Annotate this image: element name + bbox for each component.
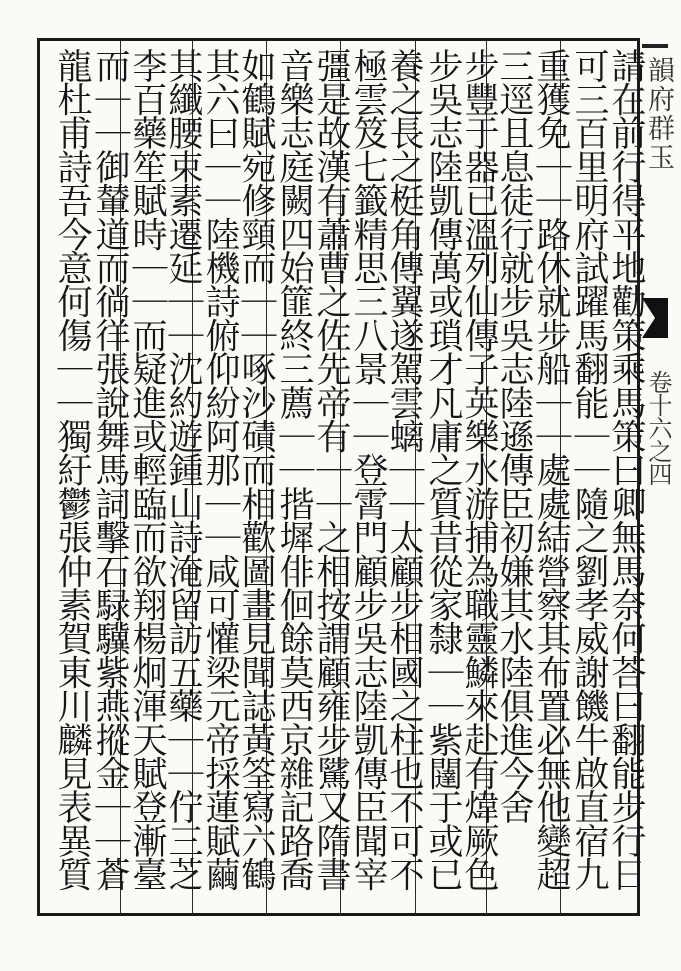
text-column-14: 李百藥笙賦時｜｜而疑進或輕臨而欲翔楊炯渾天賦登漸臺 (127, 48, 167, 891)
text-column-16: 龍杜甫詩吾今意何傷｜｜獨紆鬱張仲素賀東川麟見表異質 (52, 48, 92, 891)
text-column-13: 其纖腰束素遷延｜｜沈約遊鍾山詩淹留訪五藥｜｜佇三芝 (163, 48, 203, 891)
header-volume: 卷十六之四 (644, 370, 672, 485)
text-column-12: 其六曰｜｜陸機詩俯仰紛阿那｜｜咸可懽梁元帝採蓮賦繭 (200, 48, 240, 891)
header-title: 韻府群玉 (643, 56, 674, 172)
text-column-4: 三逕且息徒行就步吳志陸遜傳臣初嫌其水陸俱進今舍 (494, 48, 534, 824)
text-column-10: 音樂志庭闕四始篚終三薦｜｜揩墀俳佪餘莫西京雜記路喬 (274, 48, 314, 891)
text-column-6: 步吳志陸凱傳萬或瑣才凡庸之質昔從家隸｜｜紫闥于或已 (423, 48, 463, 891)
text-column-15: 而｜｜御輦道而徜徉張說舞馬詞擊石騄驥紫燕摐金｜｜蒼 (90, 48, 130, 891)
text-column-8: 極雲笈七籤精思三八景｜｜登霄門顧步吳志陸凱傳臣聞宰 (348, 48, 388, 891)
text-column-11: 如鶴賦宛修頸而｜｜啄沙磧而相歡圖畫見聞誌黃筌寫六鶴 (236, 48, 276, 891)
text-column-3: 重獲免｜｜路休就步船｜｜處處結營察其布置必無他變超 (531, 48, 571, 891)
text-column-5: 步豐于器已溫列仙傳子英樂水游捕為職靈鱗來赴有煒厥色 (459, 48, 499, 891)
text-column-1: 請在前行得平地勸策乘馬策曰卿無馬奈何荅曰翻能步行日 (606, 48, 646, 891)
text-column-2: 可三百里明府試躍馬翻能｜｜隨之劉孝威謝饑牛啟直宿九 (569, 48, 609, 891)
text-column-9: 彊是故漢有蕭曹之佐先帝有｜｜之相按謂顧雍步騭又隋書 (311, 48, 351, 891)
text-column-7: 養之長之梃角傳翼遂駕雲螭｜｜太顧步相國之柱也不可不 (384, 48, 424, 891)
